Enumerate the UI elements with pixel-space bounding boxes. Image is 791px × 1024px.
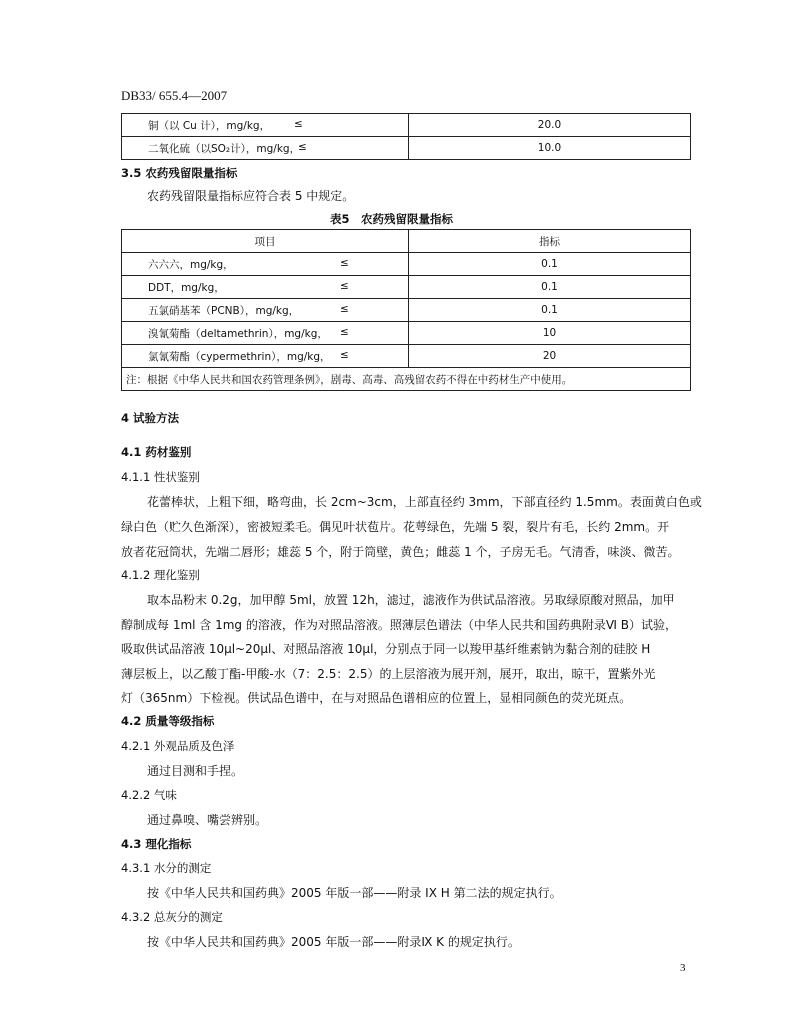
paragraph-line: 灯（365nm）下检视。供试品色谱中，在与对照品色谱相应的位置上，显相同颜色的荧光斑点。 xyxy=(121,691,632,705)
pesticide-residue-table xyxy=(121,229,691,391)
table-cell-item: 氯氰菊酯（cypermethrin），mg/kg， xyxy=(148,350,331,363)
table-note-row xyxy=(122,368,691,391)
table-cell-value: 20 xyxy=(409,345,691,368)
table-row xyxy=(122,114,691,137)
paragraph-line: 醇制成每 1ml 含 1mg 的溶液，作为对照品溶液。照薄层色谱法（中华人民共和国药典附录Ⅵ B）试验， xyxy=(121,618,677,632)
section-4-1-heading: 4.1 药材鉴别 xyxy=(121,445,192,459)
section-3-5-heading: 3.5 农药残留限量指标 xyxy=(121,166,238,180)
table-cell-item: 五氯硝基苯（PCNB），mg/kg， xyxy=(148,304,300,317)
section-4-3-1-heading: 4.3.1 水分的测定 xyxy=(121,861,212,875)
paragraph-line: 取本品粉末 0.2g，加甲醇 5ml，放置 12h，滤过，滤液作为供试品溶液。另取绿原酸对照品，加甲 xyxy=(147,593,675,607)
less-equal-symbol: ≤ xyxy=(340,349,349,361)
table-5-caption: 表5 农药残留限量指标 xyxy=(330,212,454,226)
table-row xyxy=(122,276,691,299)
table-cell-value: 0.1 xyxy=(409,253,691,276)
section-4-heading: 4 试验方法 xyxy=(121,411,180,425)
section-4-2-1-heading: 4.2.1 外观品质及色泽 xyxy=(121,739,235,753)
table-cell-value: 10 xyxy=(409,322,691,345)
section-4-2-1-text: 通过目测和手捏。 xyxy=(147,764,244,778)
less-equal-symbol: ≤ xyxy=(340,303,349,315)
column-header-item: 项目 xyxy=(122,230,409,253)
table-cell-value: 0.1 xyxy=(409,299,691,322)
section-4-1-2-heading: 4.1.2 理化鉴别 xyxy=(121,568,200,582)
table-row xyxy=(122,137,691,160)
paragraph-line: 放者花冠筒状，先端二唇形；雄蕊 5 个，附于筒壁，黄色；雌蕊 1 个，子房无毛。气清香，味淡、微苦。 xyxy=(121,545,680,559)
table-cell-item: 六六六，mg/kg， xyxy=(148,258,234,271)
paragraph-line: 绿白色（贮久色渐深），密被短柔毛。偶见叶状苞片。花萼绿色，先端 5 裂，裂片有毛，长约 2mm。开 xyxy=(121,520,670,534)
section-3-5-text: 农药残留限量指标应符合表 5 中规定。 xyxy=(147,189,355,203)
table-cell-value: 0.1 xyxy=(409,276,691,299)
less-equal-symbol: ≤ xyxy=(340,257,349,269)
table-row xyxy=(122,299,691,322)
table-cell-item: 铜（以 Cu 计），mg/kg， xyxy=(148,119,271,132)
section-4-3-heading: 4.3 理化指标 xyxy=(121,837,192,851)
table-row xyxy=(122,322,691,345)
section-4-3-2-heading: 4.3.2 总灰分的测定 xyxy=(121,910,223,924)
section-4-1-1-heading: 4.1.1 性状鉴别 xyxy=(121,470,200,484)
limits-table-continued xyxy=(121,113,691,160)
paragraph-line: 花蕾棒状，上粗下细，略弯曲，长 2cm~3cm，上部直径约 3mm，下部直径约 1.5mm。表面黄白色或 xyxy=(147,495,702,509)
less-equal-symbol: ≤ xyxy=(340,280,349,292)
less-equal-symbol: ≤ xyxy=(340,326,349,338)
table-row xyxy=(122,253,691,276)
table-cell-value: 20.0 xyxy=(409,114,691,137)
section-4-2-2-heading: 4.2.2 气味 xyxy=(121,788,177,802)
table-cell-item: 溴氰菊酯（deltamethrin），mg/kg， xyxy=(148,327,328,340)
table-row xyxy=(122,345,691,368)
section-4-2-heading: 4.2 质量等级指标 xyxy=(121,714,215,728)
less-equal-symbol: ≤ xyxy=(294,118,303,130)
column-header-value: 指标 xyxy=(409,230,691,253)
table-header-row xyxy=(122,230,691,253)
paragraph-line: 薄层板上，以乙酸丁酯-甲酸-水（7：2.5：2.5）的上层溶液为展开剂，展开，取出，晾干，置紫外光 xyxy=(121,667,656,681)
paragraph-line: 吸取供试品溶液 10μl~20μl、对照品溶液 10μl，分别点于同一以羧甲基纤维素钠为黏合剂的硅胶 H xyxy=(121,642,651,656)
section-4-2-2-text: 通过鼻嗅、嘴尝辨别。 xyxy=(147,813,268,827)
table-cell-item: 二氧化硫（以SO₂计），mg/kg， xyxy=(148,142,301,155)
less-equal-symbol: ≤ xyxy=(298,141,307,153)
section-4-3-1-text: 按《中华人民共和国药典》2005 年版一部——附录 IX H 第二法的规定执行。 xyxy=(147,886,562,900)
table-note: 注：根据《中华人民共和国农药管理条例》，剧毒、高毒、高残留农药不得在中药材生产中使用。 xyxy=(122,368,691,391)
section-4-3-2-text: 按《中华人民共和国药典》2005 年版一部——附录Ⅸ K 的规定执行。 xyxy=(147,935,520,949)
table-cell-item: DDT，mg/kg， xyxy=(148,281,225,294)
table-cell-value: 10.0 xyxy=(409,137,691,160)
page-number: 3 xyxy=(680,962,686,974)
document-code-header: DB33/ 655.4—2007 xyxy=(121,88,228,103)
